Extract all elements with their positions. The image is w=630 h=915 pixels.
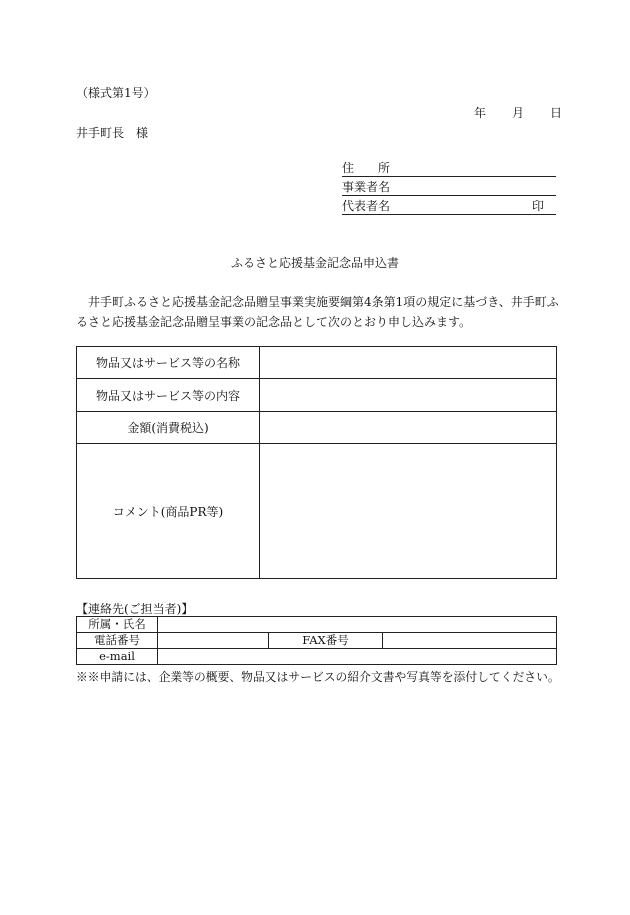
item-name-label: 物品又はサービス等の名称 (77, 347, 260, 379)
affiliation-name-value (158, 617, 557, 633)
affiliation-name-label: 所属・氏名 (77, 617, 158, 633)
phone-value (158, 633, 269, 649)
price-value (260, 412, 557, 444)
email-value (158, 649, 557, 665)
table-row (77, 379, 557, 412)
form-number: （様式第1号） (76, 86, 156, 100)
date-line (474, 104, 562, 121)
table-row (77, 633, 557, 649)
address-field (342, 160, 556, 177)
contact-heading: 【連絡先(ご担当者)】 (76, 602, 194, 616)
date-month: 月 (511, 106, 524, 120)
table-row (77, 444, 557, 579)
table-row (77, 617, 557, 633)
document-title: ふるさと応援基金記念品申込書 (230, 256, 399, 270)
date-year: 年 (474, 106, 487, 120)
addressee: 井手町長 様 (76, 126, 149, 140)
contact-table (76, 616, 557, 665)
seal-mark: 印 (531, 199, 544, 213)
comment-value (260, 444, 557, 579)
item-content-label: 物品又はサービス等の内容 (77, 379, 260, 412)
attachment-note: ※※申請には、企業等の概要、物品又はサービスの紹介文書や写真等を添付してください。 (76, 670, 560, 684)
table-row (77, 347, 557, 379)
table-row (77, 649, 557, 665)
business-name-field (342, 179, 556, 196)
fax-label: FAX番号 (269, 633, 383, 649)
applicant-block (342, 160, 556, 217)
comment-label: コメント(商品PR等) (77, 444, 260, 579)
table-row (77, 412, 557, 444)
phone-label: 電話番号 (77, 633, 158, 649)
fax-value (383, 633, 557, 649)
representative-label: 代表者名 (342, 199, 391, 213)
price-label: 金額(消費税込) (77, 412, 260, 444)
email-label: e-mail (77, 649, 158, 665)
body-text: 井手町ふるさと応援基金記念品贈呈事業実施要綱第4条第1項の規定に基づき、井手町ふるさと応援基金記念品贈呈事業の記念品として次のとおり申し込みます。 (76, 295, 559, 329)
business-name-label: 事業者名 (342, 180, 391, 194)
date-day: 日 (549, 106, 562, 120)
item-name-value (260, 347, 557, 379)
item-content-value (260, 379, 557, 412)
representative-field (342, 198, 556, 215)
item-table (76, 346, 557, 579)
address-label: 住 所 (342, 161, 391, 175)
